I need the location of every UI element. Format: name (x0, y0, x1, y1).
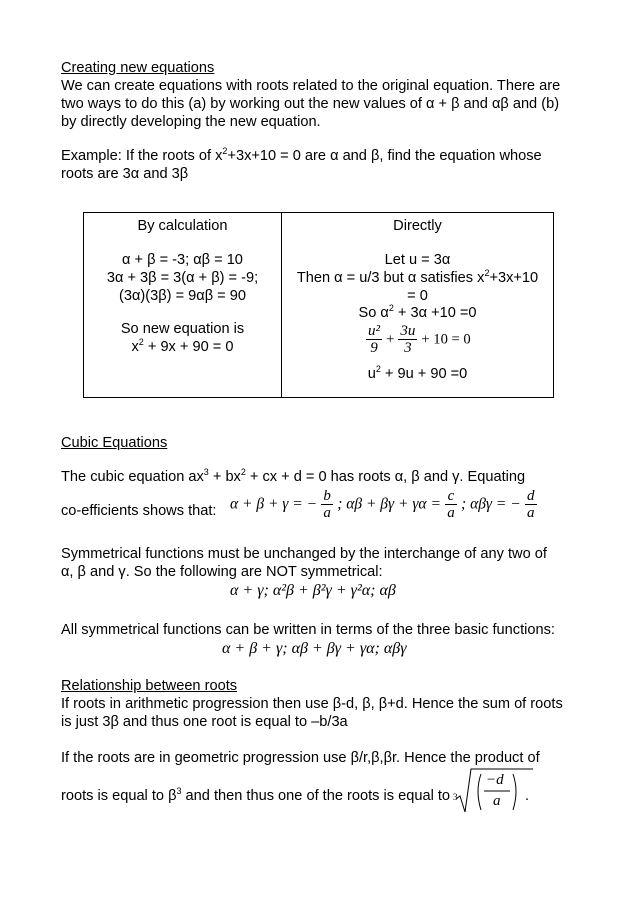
text: + bx (208, 469, 241, 485)
text: u (367, 366, 376, 382)
right-column-title: Directly (393, 218, 442, 234)
paragraph-line: by directly developing the new equation. (61, 114, 321, 130)
non-symmetric-expressions: α + γ; α²β + β²γ + γ²α; αβ (230, 582, 396, 599)
right-line: Let u = 3α (384, 252, 451, 268)
roots-line: If the roots are in geometric progression use β/r,β,βr. Hence the product of (61, 750, 540, 766)
denominator: a (527, 505, 535, 521)
example-line (61, 148, 542, 164)
numerator: b (323, 488, 331, 504)
fraction (321, 488, 333, 521)
superscript: 2 (484, 268, 490, 278)
paragraph-line: two ways to do this (a) by working out the new values of α + β and αβ and (b) (61, 96, 560, 112)
cube-root-expression (453, 766, 535, 816)
text: Example: If the roots of x (61, 148, 223, 164)
cubic-line (61, 469, 525, 485)
symmetry-line: All symmetrical functions can be written in terms of the three basic functions: (61, 622, 555, 638)
denominator: a (493, 793, 501, 809)
text: x (131, 339, 139, 355)
symmetry-line: Symmetrical functions must be unchanged by the interchange of any two of (61, 546, 547, 562)
denominator: 3 (404, 340, 412, 356)
symmetry-line: α, β and γ. So the following are NOT symmetrical: (61, 564, 383, 580)
formula-part: ; αβ + βγ + γα = (337, 495, 441, 513)
paragraph-line: We can create equations with roots related to the original equation. There are (61, 78, 561, 94)
roots-line: If roots in arithmetic progression then use β-d, β, β+d. Hence the sum of roots (61, 696, 563, 712)
heading-creating-new-equations: Creating new equations (61, 60, 215, 76)
roots-line (61, 788, 450, 804)
denominator: 9 (370, 340, 378, 356)
roots-line: is just 3β and thus one root is equal to –b/3a (61, 714, 348, 730)
right-line (282, 305, 553, 321)
formula-part: α + β + γ = − (230, 495, 318, 513)
text: +3x+10 (489, 270, 539, 286)
fraction (525, 488, 537, 521)
text: + 9u + 90 =0 (380, 366, 468, 382)
superscript: 3 (203, 467, 209, 477)
superscript: 2 (222, 146, 228, 156)
numerator: d (527, 488, 535, 504)
text: + 9x + 90 = 0 (143, 339, 234, 355)
fraction-equation (366, 323, 471, 356)
text: + 3α +10 =0 (393, 305, 477, 321)
denominator: a (447, 505, 455, 521)
text: So α (358, 305, 389, 321)
fraction (398, 323, 417, 356)
numerator: u² (368, 323, 380, 339)
text: and then thus one of the roots is equal to (181, 788, 451, 804)
heading-relationship-between-roots: Relationship between roots (61, 678, 238, 694)
plus-sign: + (386, 331, 395, 348)
superscript: 2 (138, 337, 144, 347)
cubic-line: co-efficients shows that: (61, 503, 217, 519)
left-line: (3α)(3β) = 9αβ = 90 (119, 288, 246, 304)
superscript: 2 (388, 303, 394, 313)
superscript: 2 (375, 364, 381, 374)
fraction (366, 323, 382, 356)
numerator: −d (486, 772, 504, 788)
formula-part: ; αβγ = − (461, 495, 521, 513)
text: +3x+10 = 0 are α and β, find the equation whose (227, 148, 542, 164)
superscript: 2 (240, 467, 246, 477)
left-column-title: By calculation (137, 218, 228, 234)
numerator: c (445, 488, 457, 505)
left-line: α + β = -3; αβ = 10 (122, 252, 243, 268)
right-line (282, 270, 553, 286)
example-line: roots are 3α and 3β (61, 166, 189, 182)
text: The cubic equation ax (61, 469, 204, 485)
basic-symmetric-functions: α + β + γ; αβ + βγ + γα; αβγ (222, 640, 407, 657)
heading-cubic-equations: Cubic Equations (61, 435, 168, 451)
text: Then α = u/3 but α satisfies x (296, 270, 485, 286)
right-line (282, 366, 553, 382)
left-line: 3α + 3β = 3(α + β) = -9; (106, 270, 259, 286)
equation-tail: + 10 = 0 (421, 331, 471, 348)
numerator: 3u (400, 323, 416, 339)
vieta-formulas (230, 488, 537, 521)
superscript: 3 (176, 786, 182, 796)
root-index: 3 (453, 792, 458, 802)
period: . (525, 788, 530, 804)
text: + cx + d = 0 has roots α, β and γ. Equating (245, 469, 526, 485)
fraction (445, 488, 457, 521)
right-line: = 0 (407, 288, 428, 304)
left-line: So new equation is (120, 321, 245, 337)
text: roots is equal to β (61, 788, 177, 804)
denominator: a (323, 505, 331, 521)
left-line (84, 339, 281, 355)
